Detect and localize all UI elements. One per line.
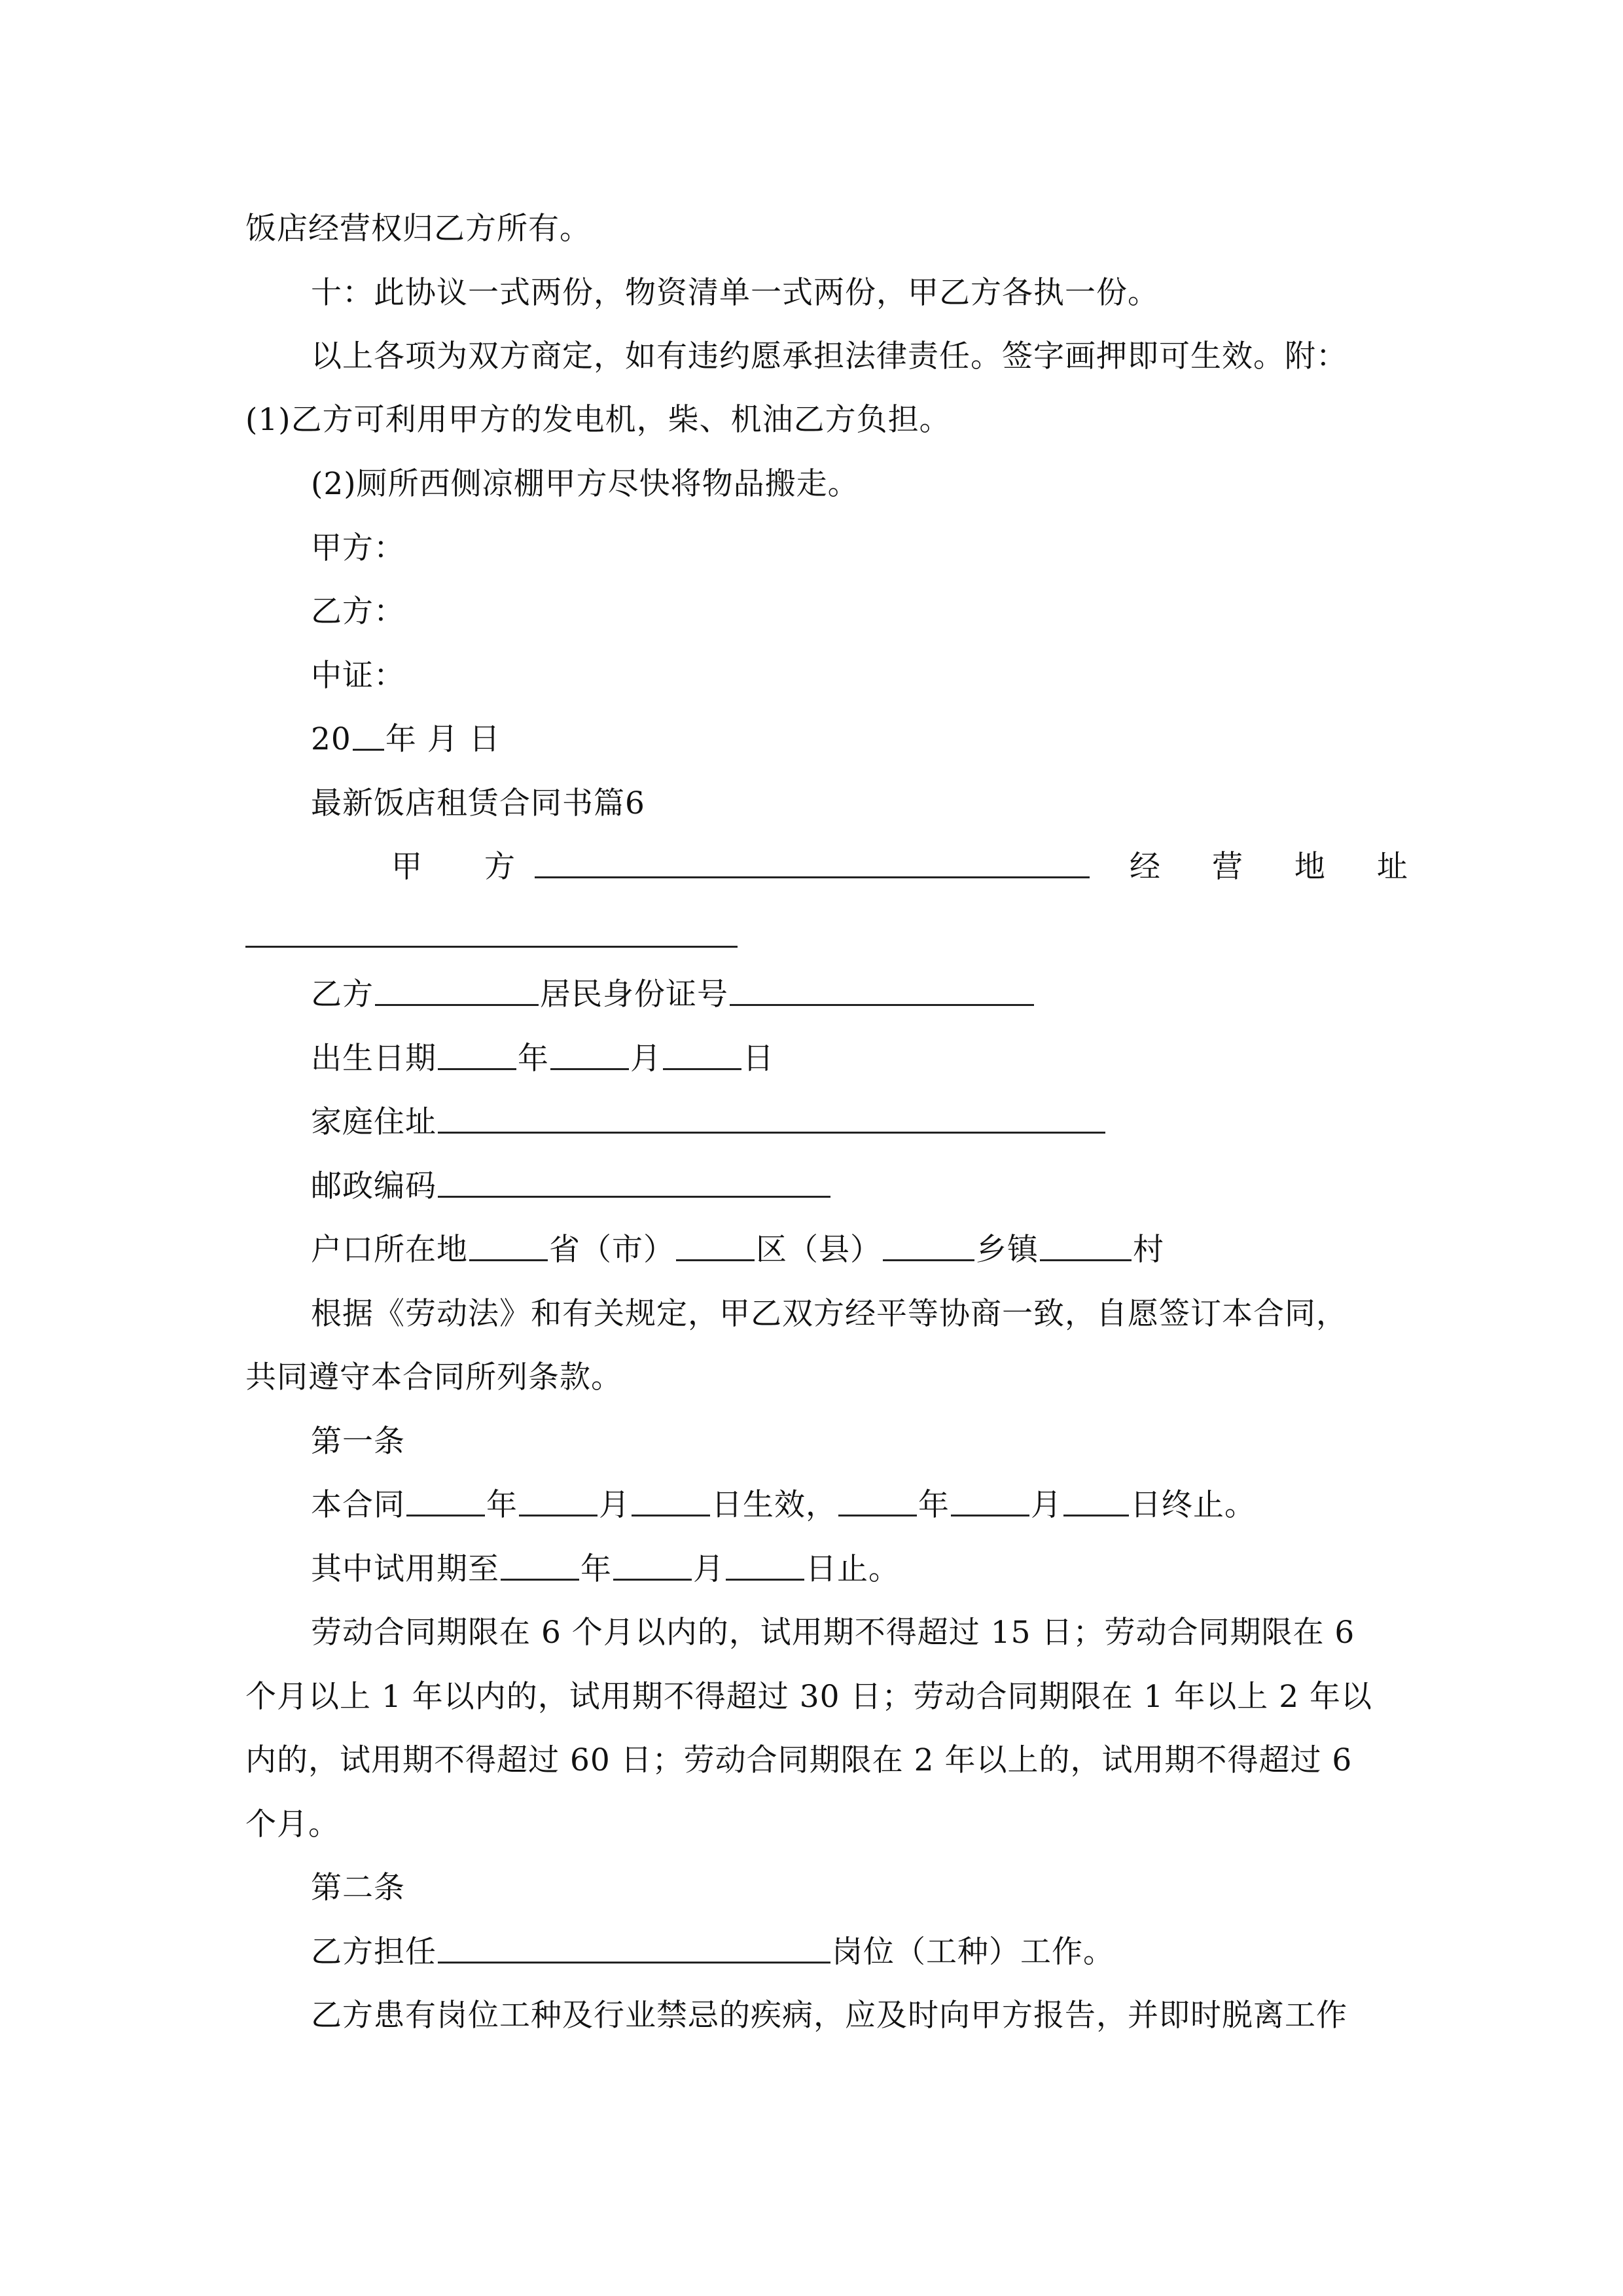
text-line: 个月以上 1 年以内的，试用期不得超过 30 日；劳动合同期限在 1 年以上 2 年以 [245,1679,1373,1715]
position-suffix: 岗位（工种）工作。 [832,1934,1115,1970]
day-label: 日 [743,1041,774,1077]
section-title: 最新饭店租赁合同书篇6 [311,785,645,821]
blank-field [375,978,539,1006]
party-a-label: 甲 方 [391,849,541,885]
date-century: 20 [311,721,351,757]
business-address-field [245,946,738,948]
text-line: 共同遵守本合同所列条款。 [245,1359,622,1395]
text-line: 根据《劳动法》和有关规定，甲乙双方经平等协商一致，自愿签订本合同， [311,1296,1347,1332]
blank-field [501,1552,579,1581]
year-label: 年 [486,1487,518,1523]
home-address-label: 家庭住址 [311,1104,437,1140]
blank-field [550,1042,629,1070]
text-line: 以上各项为双方商定，如有违约愿承担法律责任。签字画押即可生效。附： [311,338,1347,374]
month-label: 月 [693,1551,724,1587]
form-row-birth-date [311,1039,774,1079]
hukou-label: 户口所在地 [311,1232,468,1268]
blank-field [613,1552,692,1581]
month-label: 月 [630,1041,662,1077]
text-line: 个月。 [245,1806,340,1842]
business-address-label: 经 营 地 址 [1130,849,1429,885]
article-heading: 第二条 [311,1870,405,1906]
postal-code-label: 邮政编码 [311,1168,437,1204]
blank-field [951,1488,1029,1516]
province-label: 省（市） [549,1232,675,1268]
township-label: 乡镇 [976,1232,1039,1268]
text-line: 饭店经营权归乙方所有。 [245,211,591,247]
id-number-label: 居民身份证号 [540,977,728,1013]
probation-line [311,1550,900,1589]
position-prefix: 乙方担任 [311,1934,437,1970]
blank-field [676,1233,755,1261]
signature-witness: 中证： [311,658,405,694]
blank-field [632,1488,710,1516]
signature-party-a: 甲方： [311,530,405,566]
blank-field [883,1233,974,1261]
position-line [311,1933,1115,1972]
blank-field [406,1488,485,1516]
terminate-label: 日终止。 [1130,1487,1256,1523]
blank-field [519,1488,597,1516]
blank-field [730,978,1034,1006]
blank-field [438,1105,1105,1134]
month-label: 月 [1031,1487,1062,1523]
date-units: 年 月 日 [385,721,501,757]
form-row-postal-code [311,1167,832,1206]
party-b-label: 乙方 [311,977,374,1013]
blank-field [438,1042,516,1070]
blank-field [438,1170,830,1198]
year-label: 年 [918,1487,950,1523]
year-label: 年 [518,1041,549,1077]
month-label: 月 [599,1487,630,1523]
blank-field [438,1935,830,1964]
blank-field [663,1042,741,1070]
blank-field [838,1488,917,1516]
blank-field [1040,1233,1132,1261]
blank-field [726,1552,804,1581]
blank-field [469,1233,548,1261]
blank-field [353,723,384,751]
birth-date-label: 出生日期 [311,1041,437,1077]
text-line: 乙方患有岗位工种及行业禁忌的疾病，应及时向甲方报告，并即时脱离工作 [311,1998,1347,2034]
probation-end-label: 日止。 [806,1551,900,1587]
form-row-hukou [311,1230,1164,1270]
text-line: (2)厕所西侧凉棚甲方尽快将物品搬走。 [311,466,859,502]
text-line: 十：此协议一式两份，物资清单一式两份，甲乙方各执一份。 [311,275,1159,311]
article-heading: 第一条 [311,1424,405,1460]
contract-term-line [311,1486,1256,1525]
blank-field [535,850,1090,878]
form-row-home-address [311,1103,1107,1142]
text-line: 劳动合同期限在 6 个月以内的，试用期不得超过 15 日；劳动合同期限在 6 [311,1615,1355,1651]
text-line: 内的，试用期不得超过 60 日；劳动合同期限在 2 年以上的，试用期不得超过 6 [245,1742,1353,1778]
blank-field [1063,1488,1129,1516]
signature-party-b: 乙方： [311,594,405,630]
form-row-party-b [311,975,1035,1014]
effective-label: 日生效， [711,1487,837,1523]
signature-date [311,720,501,759]
village-label: 村 [1133,1232,1164,1268]
contract-prefix: 本合同 [311,1487,405,1523]
district-label: 区（县） [756,1232,882,1268]
text-line: (1)乙方可利用甲方的发电机，柴、机油乙方负担。 [245,402,951,438]
year-label: 年 [580,1551,612,1587]
probation-prefix: 其中试用期至 [311,1551,499,1587]
